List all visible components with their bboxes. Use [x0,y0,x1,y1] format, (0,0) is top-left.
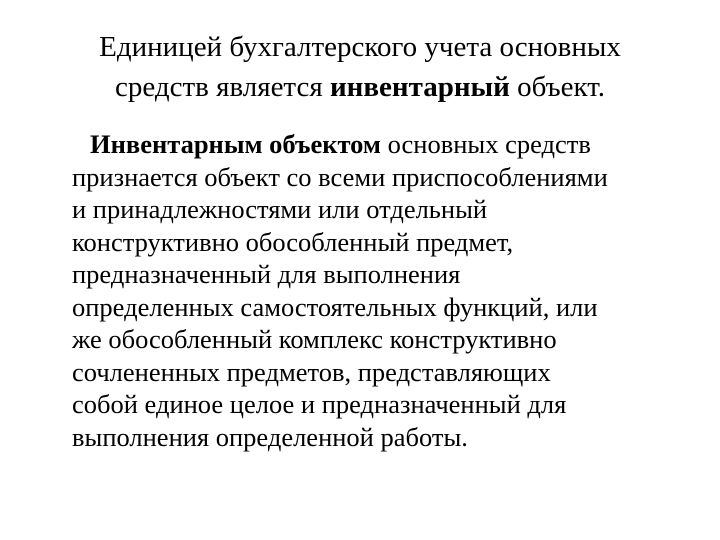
paragraph-line-2: признается объект со всеми приспособлениями [72,161,608,192]
definition-paragraph [72,128,712,453]
title-text-end: объект. [509,71,605,103]
paragraph-line-8: сочлененных предметов, представляющих [72,356,551,387]
title-text: средств является [115,71,330,103]
slide-title [40,27,680,107]
paragraph-text: основных средств [380,129,591,159]
paragraph-line-1 [72,128,712,161]
paragraph-line-5: предназначенный для выполнения [72,259,461,289]
title-line-1: Единицей бухгалтерского учета основных [99,31,621,63]
title-line-2 [40,67,680,107]
defined-term: Инвентарным объектом [90,129,381,159]
paragraph-line-4: конструктивно обособленный предмет, [72,226,514,257]
paragraph-line-10: выполнения определенной работы. [72,421,468,452]
paragraph-line-6: определенных самостоятельных функций, или [72,291,598,322]
paragraph-line-3: и принадлежностями или отдельный [72,194,488,224]
paragraph-line-7: же обособленный комплекс конструктивно [72,324,557,354]
title-bold-term: инвентарный [329,71,510,103]
paragraph-line-9: собой единое целое и предназначенный для [72,389,567,419]
